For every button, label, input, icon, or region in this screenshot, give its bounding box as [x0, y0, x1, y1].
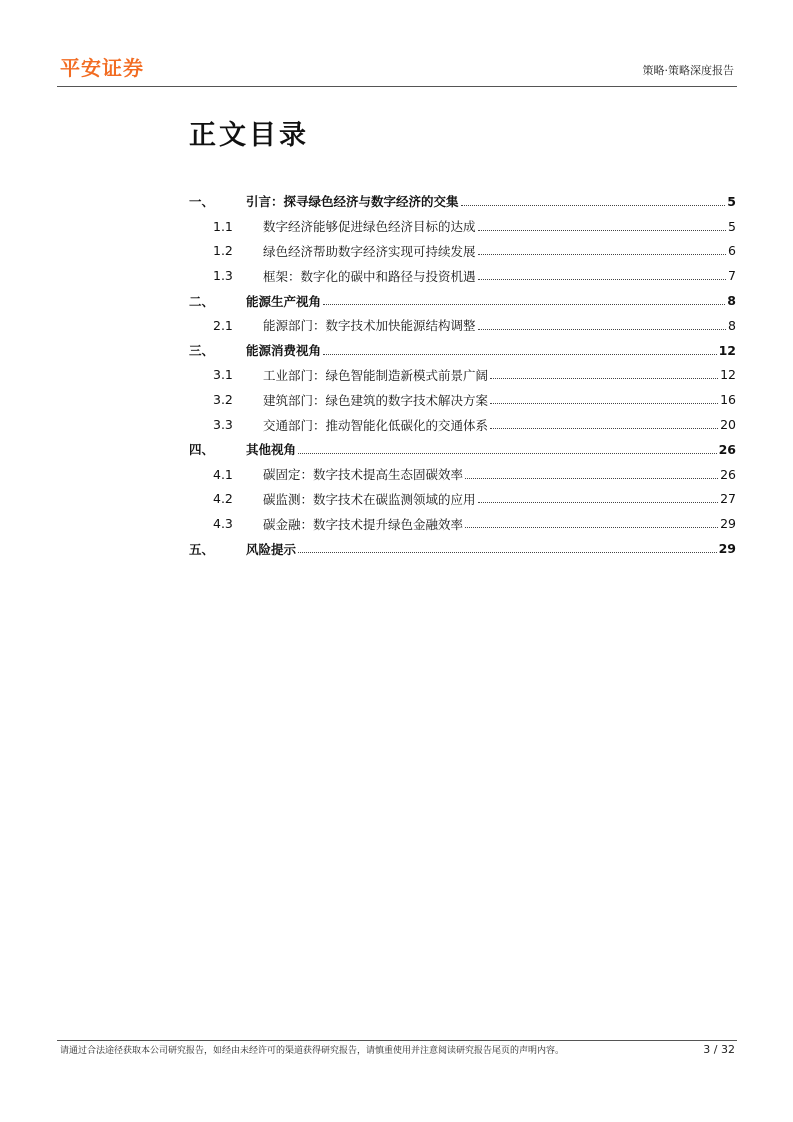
toc-entry-page: 26	[720, 466, 736, 482]
toc-entry-number: 4.3	[213, 516, 233, 532]
toc-entry-page: 20	[720, 417, 736, 433]
toc-entry-title: 绿色经济帮助数字经济实现可持续发展	[263, 243, 476, 259]
table-of-contents	[189, 189, 736, 561]
toc-entry[interactable]	[189, 536, 736, 561]
toc-entry-title: 其他视角	[246, 442, 297, 458]
toc-entry-page: 12	[718, 342, 736, 358]
toc-entry[interactable]	[189, 487, 736, 512]
toc-dot-leader	[478, 254, 727, 255]
toc-dot-leader	[323, 354, 717, 355]
toc-entry-title: 碳监测：数字技术在碳监测领域的应用	[263, 491, 476, 507]
toc-entry-page: 12	[720, 367, 736, 383]
toc-entry-page: 8	[727, 293, 736, 309]
toc-dot-leader	[478, 329, 727, 330]
toc-entry-number: 五、	[189, 541, 215, 557]
toc-entry-title: 框架：数字化的碳中和路径与投资机遇	[263, 268, 476, 284]
toc-entry-number: 4.1	[213, 466, 233, 482]
toc-entry-title: 能源消费视角	[246, 343, 322, 359]
toc-entry-title: 建筑部门：绿色建筑的数字技术解决方案	[263, 392, 489, 408]
toc-dot-leader	[490, 403, 718, 404]
toc-entry-page: 5	[727, 193, 736, 209]
toc-entry[interactable]	[189, 288, 736, 313]
toc-entry[interactable]	[189, 214, 736, 239]
toc-entry-title: 能源部门：数字技术加快能源结构调整	[263, 318, 476, 334]
toc-dot-leader	[490, 378, 718, 379]
toc-entry-title: 碳金融：数字技术提升绿色金融效率	[263, 516, 464, 532]
toc-entry-page: 29	[720, 516, 736, 532]
toc-entry-number: 3.2	[213, 392, 233, 408]
toc-entry-page: 26	[718, 441, 736, 457]
toc-dot-leader	[298, 453, 717, 454]
toc-entry-title: 碳固定：数字技术提高生态固碳效率	[263, 467, 464, 483]
toc-entry-number: 2.1	[213, 317, 233, 333]
toc-dot-leader	[490, 428, 718, 429]
footer-disclaimer: 请通过合法途径获取本公司研究报告，如经由未经许可的渠道获得研究报告，请慎重使用并注意阅读研究报告尾页的声明内容。	[60, 1046, 565, 1056]
toc-entry-number: 1.3	[213, 268, 233, 284]
toc-entry-number: 二、	[189, 293, 215, 309]
footer-divider	[57, 1040, 737, 1041]
toc-entry[interactable]	[189, 462, 736, 487]
toc-entry-title: 工业部门：绿色智能制造新模式前景广阔	[263, 367, 489, 383]
report-type-label: 策略·策略深度报告	[642, 64, 734, 77]
toc-entry-page: 6	[728, 243, 736, 259]
toc-entry[interactable]	[189, 338, 736, 363]
toc-dot-leader	[465, 527, 718, 528]
toc-entry-number: 3.3	[213, 417, 233, 433]
toc-entry-number: 三、	[189, 343, 215, 359]
toc-entry[interactable]	[189, 313, 736, 338]
toc-entry[interactable]	[189, 387, 736, 412]
toc-entry-title: 数字经济能够促进绿色经济目标的达成	[263, 219, 476, 235]
toc-entry-page: 27	[720, 491, 736, 507]
toc-entry-number: 1.2	[213, 243, 233, 259]
page-number: 3 / 32	[703, 1043, 735, 1056]
toc-entry-title: 风险提示	[246, 541, 297, 557]
toc-entry-title: 交通部门：推动智能化低碳化的交通体系	[263, 417, 489, 433]
toc-dot-leader	[461, 205, 726, 206]
toc-entry-page: 16	[720, 392, 736, 408]
toc-entry[interactable]	[189, 239, 736, 264]
company-logo: 平安证券	[60, 56, 144, 80]
toc-entry[interactable]	[189, 189, 736, 214]
toc-entry-number: 一、	[189, 194, 215, 210]
toc-entry-number: 1.1	[213, 218, 233, 234]
toc-dot-leader	[478, 230, 727, 231]
toc-entry[interactable]	[189, 363, 736, 388]
toc-entry-title: 能源生产视角	[246, 293, 322, 309]
toc-dot-leader	[298, 552, 717, 553]
toc-entry[interactable]	[189, 412, 736, 437]
toc-dot-leader	[478, 279, 727, 280]
toc-entry-page: 29	[718, 541, 736, 557]
toc-entry-title: 引言：探寻绿色经济与数字经济的交集	[246, 194, 459, 210]
toc-dot-leader	[465, 478, 718, 479]
toc-entry[interactable]	[189, 437, 736, 462]
toc-entry-number: 四、	[189, 442, 215, 458]
toc-dot-leader	[323, 304, 725, 305]
header-divider	[57, 86, 737, 87]
toc-entry-page: 8	[728, 317, 736, 333]
toc-entry-number: 4.2	[213, 491, 233, 507]
toc-entry[interactable]	[189, 263, 736, 288]
toc-entry-page: 7	[728, 268, 736, 284]
toc-entry-page: 5	[728, 218, 736, 234]
toc-entry[interactable]	[189, 511, 736, 536]
toc-dot-leader	[478, 502, 719, 503]
toc-title: 正文目录	[189, 120, 309, 151]
toc-entry-number: 3.1	[213, 367, 233, 383]
